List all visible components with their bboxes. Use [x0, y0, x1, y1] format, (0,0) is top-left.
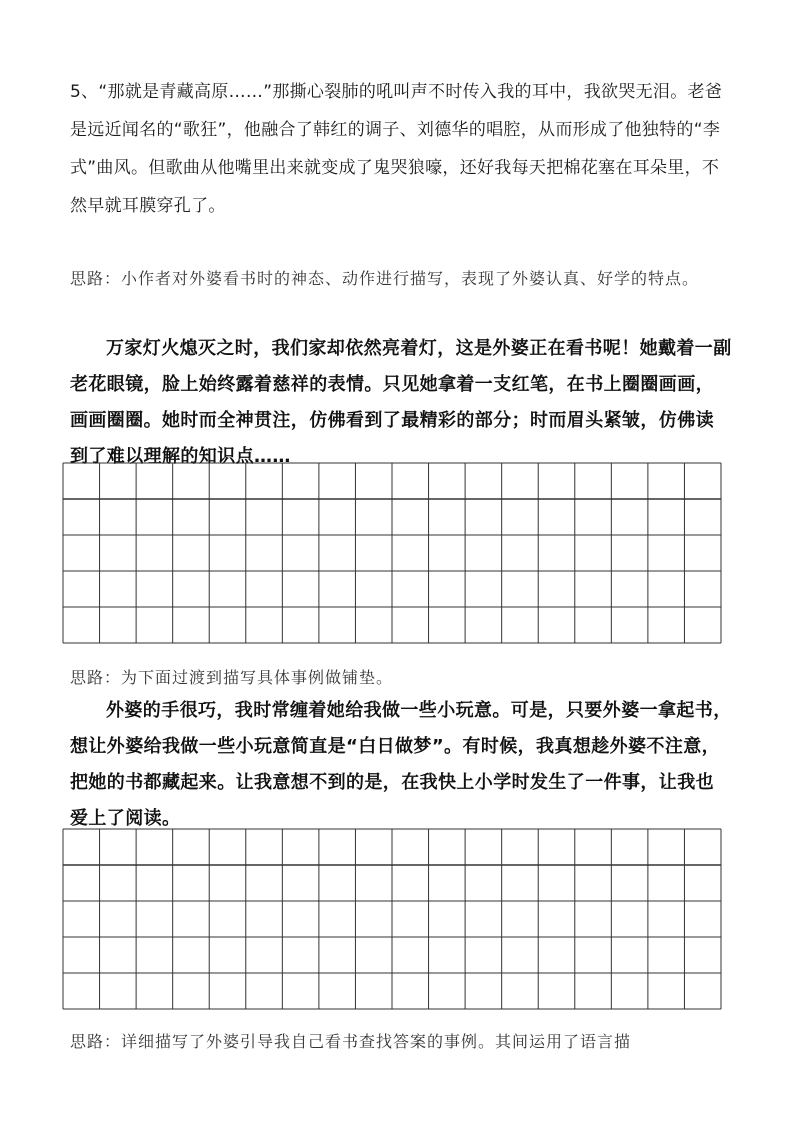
writing-grid-2[interactable] — [62, 828, 722, 1010]
thought-note-1: 思路：小作者对外婆看书时的神态、动作进行描写，表现了外婆认真、好学的特点。 — [70, 269, 700, 288]
passage-2: 外婆的手很巧，我时常缠着她给我做一些小玩意。可是，只要外婆一拿起书，想让外婆给我做一些小玩意简直是“白日做梦”。有时候，我真想趁外婆不注意，把她的书都藏起来。让我意想不到的是，在我快上小学时发生了一件事，让我也爱上了阅读。 — [70, 700, 732, 829]
writing-grid-1[interactable] — [62, 462, 722, 644]
thought-note-3: 思路：详细描写了外婆引导我自己看书查找答案的事例。其间运用了语言描 — [70, 1032, 632, 1051]
grid-lines — [62, 828, 722, 1010]
paragraph-5: 5、“那就是青藏高原……”那撕心裂肺的吼叫声不时传入我的耳中，我欲哭无泪。老爸是远近闻名的“歌狂”，他融合了韩红的调子、刘德华的唱腔，从而形成了他独特的“李式”曲风。但歌曲从他嘴里出来就变成了鬼哭狼嚎，还好我每天把棉花塞在耳朵里，不然早就耳膜穿孔了。 — [70, 82, 723, 216]
passage-1: 万家灯火熄灭之时，我们家却依然亮着灯，这是外婆正在看书呢！她戴着一副老花眼镜，脸上始终露着慈祥的表情。只见她拿着一支红笔，在书上圈圈画画，画画圈圈。她时而全神贯注，仿佛看到了最精彩的部分；时而眉头紧皱，仿佛读到了难以理解的知识点…… — [70, 338, 732, 467]
thought-note-2: 思路：为下面过渡到描写具体事例做铺垫。 — [70, 668, 394, 687]
grid-lines — [62, 462, 722, 644]
